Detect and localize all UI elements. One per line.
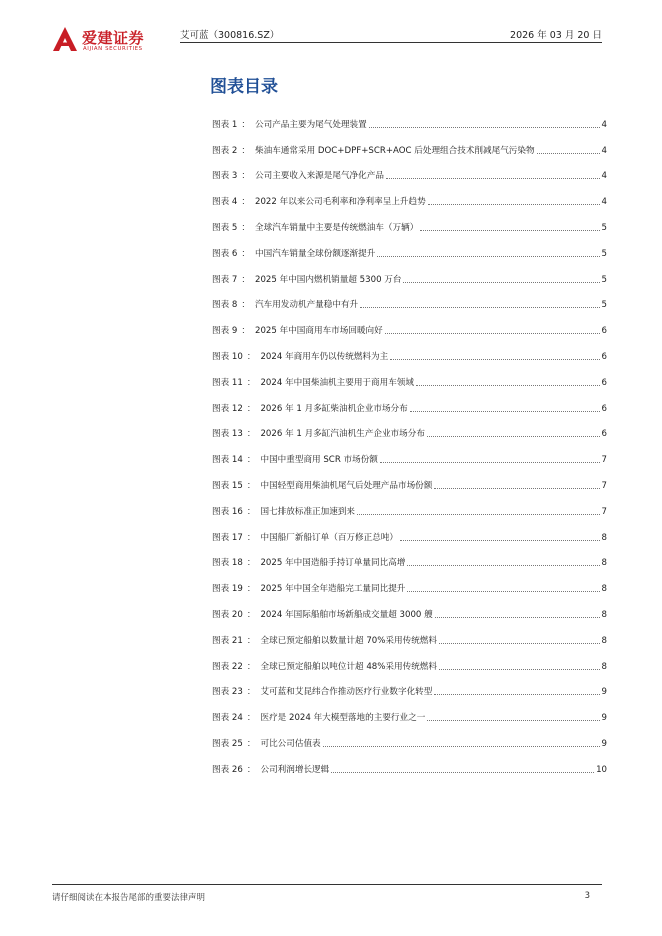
toc-entry-title: 中国轻型商用柴油机尾气后处理产品市场份额 — [260, 480, 433, 491]
brand-name-en: AIJIAN SECURITIES — [83, 46, 143, 52]
toc-entry-leader — [427, 436, 600, 437]
toc-entry[interactable] — [212, 104, 607, 130]
toc-entry[interactable] — [212, 465, 607, 491]
toc-entry-title: 艾可蓝和艾昆纬合作推动医疗行业数字化转型 — [260, 687, 433, 698]
toc-entry-label: 图表 18 — [212, 558, 243, 569]
toc-entry-page: 9 — [601, 687, 607, 698]
toc-entry-separator: ： — [246, 661, 256, 672]
toc-entry-label: 图表 4 — [212, 197, 238, 208]
toc-entry-page: 6 — [601, 403, 607, 414]
toc-entry-title: 2024 年中国柴油机主要用于商用车领域 — [260, 377, 414, 388]
toc-entry-label: 图表 2 — [212, 145, 238, 156]
toc-entry-page: 5 — [601, 248, 607, 259]
toc-entry[interactable] — [212, 388, 607, 414]
toc-entry-separator: ： — [241, 119, 250, 130]
toc-entry-title: 全球已预定船舶以吨位计超 48%采用传统燃料 — [260, 661, 437, 672]
toc-entry-label: 图表 10 — [212, 351, 243, 362]
toc-entry-title: 2025 年中国造船手持订单量同比高增 — [260, 558, 406, 569]
toc-entry-title: 2025 年中国内燃机销量超 5300 万台 — [255, 274, 402, 285]
toc-entry-separator: ： — [246, 558, 256, 569]
toc-entry-leader — [427, 720, 599, 721]
toc-entry-leader — [407, 591, 599, 592]
toc-entry-label: 图表 15 — [212, 480, 243, 491]
toc-entry-title: 全球汽车销量中主要是传统燃油车（万辆） — [255, 222, 419, 233]
toc-entry-leader — [537, 153, 600, 154]
toc-entry-label: 图表 24 — [212, 713, 243, 724]
toc-entry[interactable] — [212, 672, 607, 698]
toc-entry-leader — [331, 772, 594, 773]
toc-entry-leader — [434, 694, 599, 695]
toc-entry[interactable] — [212, 697, 607, 723]
toc-entry-title: 2024 年国际船舶市场新船成交量超 3000 艘 — [260, 609, 433, 620]
toc-entry-leader — [360, 307, 599, 308]
toc-entry-leader — [410, 411, 600, 412]
toc-entry-title: 2026 年 1 月多缸汽油机生产企业市场分布 — [260, 429, 425, 440]
toc-entry[interactable] — [212, 568, 607, 594]
toc-entry-leader — [357, 514, 600, 515]
toc-entry[interactable] — [212, 414, 607, 440]
toc-entry-title: 全球已预定船舶以数量计超 70%采用传统燃料 — [260, 635, 437, 646]
toc-entry-leader — [434, 488, 599, 489]
toc-entry-separator: ： — [241, 300, 250, 311]
header-divider — [180, 42, 602, 43]
toc-entry-title: 柴油车通常采用 DOC+DPF+SCR+AOC 后处理组合技术削减尾气污染物 — [255, 145, 535, 156]
toc-entry-title: 医疗是 2024 年大模型落地的主要行业之一 — [260, 713, 426, 724]
header-company: 艾可蓝（300816.SZ） — [180, 30, 280, 41]
toc-entry[interactable] — [212, 285, 607, 311]
toc-entry-page: 6 — [601, 429, 607, 440]
toc-entry-label: 图表 12 — [212, 403, 243, 414]
toc-entry-separator: ： — [246, 584, 256, 595]
brand-name-cn: 爱建证券 — [82, 29, 145, 47]
toc-entry-page: 9 — [601, 738, 607, 749]
aijian-logo-icon — [52, 26, 78, 52]
toc-entry-separator: ： — [246, 377, 256, 388]
toc-entry-title: 2025 年中国全年造船完工量同比提升 — [260, 584, 406, 595]
toc-entry-separator: ： — [246, 687, 256, 698]
toc-entry-label: 图表 23 — [212, 687, 243, 698]
toc-entry[interactable] — [212, 491, 607, 517]
toc-entry-label: 图表 14 — [212, 455, 243, 466]
toc-entry-label: 图表 17 — [212, 532, 243, 543]
toc-entry-title: 中国汽车销量全球份额逐渐提升 — [255, 248, 376, 259]
toc-entry-leader — [323, 746, 600, 747]
footer-page-number: 3 — [584, 891, 590, 901]
toc-entry-leader — [420, 230, 599, 231]
toc-entry-separator: ： — [246, 738, 256, 749]
toc-entry-page: 4 — [601, 171, 607, 182]
toc-entry-title: 公司产品主要为尾气处理装置 — [255, 119, 367, 130]
header-date: 2026 年 03 月 20 日 — [510, 30, 602, 41]
toc-entry-leader — [386, 178, 600, 179]
toc-entry-label: 图表 11 — [212, 377, 243, 388]
toc-entry-page: 8 — [601, 532, 607, 543]
toc-entry-label: 图表 5 — [212, 222, 238, 233]
toc-entry-title: 中国中重型商用 SCR 市场份额 — [260, 455, 378, 466]
toc-entry[interactable] — [212, 646, 607, 672]
toc-entry-page: 8 — [601, 558, 607, 569]
toc-entry[interactable] — [212, 310, 607, 336]
toc-entry-leader — [439, 643, 600, 644]
toc-entry-separator: ： — [246, 403, 256, 414]
toc-entry-separator: ： — [246, 713, 256, 724]
toc-entry[interactable] — [212, 749, 607, 775]
toc-title: 图表目录 — [210, 77, 278, 97]
toc-entry-leader — [439, 669, 600, 670]
toc-entry-separator: ： — [241, 222, 250, 233]
toc-entry[interactable] — [212, 620, 607, 646]
toc-entry-page: 5 — [601, 274, 607, 285]
toc-entry[interactable] — [212, 259, 607, 285]
toc-entry-separator: ： — [246, 455, 256, 466]
toc-entry-page: 6 — [601, 326, 607, 337]
toc-entry-separator: ： — [246, 480, 256, 491]
toc-entry-title: 2024 年商用车仍以传统燃料为主 — [260, 351, 389, 362]
toc-entry[interactable] — [212, 362, 607, 388]
toc-entry-page: 4 — [601, 197, 607, 208]
toc-entry-label: 图表 19 — [212, 584, 243, 595]
toc-entry-separator: ： — [246, 351, 256, 362]
footer-divider — [52, 884, 602, 885]
toc-entry-page: 5 — [601, 300, 607, 311]
toc-entry-separator: ： — [241, 248, 250, 259]
toc-entry-page: 4 — [601, 145, 607, 156]
toc-entry-page: 8 — [601, 661, 607, 672]
toc-entry-leader — [377, 256, 599, 257]
toc-entry-label: 图表 8 — [212, 300, 238, 311]
toc-entry-separator: ： — [241, 197, 250, 208]
toc-entry-separator: ： — [246, 532, 256, 543]
toc-entry-page: 8 — [601, 635, 607, 646]
toc-entry-separator: ： — [241, 145, 250, 156]
toc-entry-title: 国七排放标准正加速到来 — [260, 506, 356, 517]
toc-entry-separator: ： — [246, 429, 256, 440]
toc-entry-title: 汽车用发动机产量稳中有升 — [255, 300, 359, 311]
toc-entry-page: 8 — [601, 584, 607, 595]
toc-entry-leader — [403, 282, 599, 283]
toc-entry-page: 7 — [601, 480, 607, 491]
toc-entry[interactable] — [212, 439, 607, 465]
toc-list — [212, 104, 607, 775]
toc-entry-leader — [416, 385, 600, 386]
toc-entry-separator: ： — [246, 764, 256, 775]
toc-entry-page: 6 — [601, 377, 607, 388]
toc-entry-label: 图表 7 — [212, 274, 238, 285]
toc-entry-leader — [369, 127, 600, 128]
toc-entry-label: 图表 25 — [212, 738, 243, 749]
toc-entry-page: 4 — [601, 119, 607, 130]
toc-entry[interactable] — [212, 517, 607, 543]
toc-entry-page: 10 — [596, 764, 607, 775]
brand-logo — [52, 24, 162, 58]
toc-entry-label: 图表 21 — [212, 635, 243, 646]
toc-entry-leader — [385, 333, 600, 334]
footer-disclaimer: 请仔细阅读在本报告尾部的重要法律声明 — [52, 893, 206, 903]
toc-entry-label: 图表 20 — [212, 609, 243, 620]
toc-entry-label: 图表 1 — [212, 119, 238, 130]
toc-entry-title: 2025 年中国商用车市场回暖向好 — [255, 326, 383, 337]
toc-entry[interactable] — [212, 594, 607, 620]
toc-entry-leader — [428, 204, 600, 205]
toc-entry-leader — [380, 462, 600, 463]
toc-entry[interactable] — [212, 336, 607, 362]
toc-entry[interactable] — [212, 181, 607, 207]
toc-entry-separator: ： — [246, 635, 256, 646]
toc-entry-separator: ： — [241, 274, 250, 285]
toc-entry-separator: ： — [241, 171, 250, 182]
toc-entry-leader — [407, 565, 599, 566]
toc-entry-label: 图表 26 — [212, 764, 243, 775]
toc-entry-leader — [435, 617, 600, 618]
toc-entry[interactable] — [212, 723, 607, 749]
toc-entry-page: 5 — [601, 222, 607, 233]
toc-entry-separator: ： — [241, 326, 250, 337]
toc-entry-separator: ： — [246, 506, 256, 517]
toc-entry[interactable] — [212, 207, 607, 233]
toc-entry[interactable] — [212, 130, 607, 156]
toc-entry-page: 9 — [601, 713, 607, 724]
toc-entry-label: 图表 9 — [212, 326, 238, 337]
toc-entry-label: 图表 22 — [212, 661, 243, 672]
toc-entry-separator: ： — [246, 609, 256, 620]
toc-entry-page: 8 — [601, 609, 607, 620]
toc-entry-title: 2022 年以来公司毛利率和净利率呈上升趋势 — [255, 197, 426, 208]
toc-entry[interactable] — [212, 233, 607, 259]
toc-entry-title: 可比公司估值表 — [260, 738, 321, 749]
toc-entry[interactable] — [212, 156, 607, 182]
toc-entry-page: 6 — [601, 351, 607, 362]
toc-entry-title: 2026 年 1 月多缸柴油机企业市场分布 — [260, 403, 408, 414]
toc-entry-title: 公司主要收入来源是尾气净化产品 — [255, 171, 384, 182]
toc-entry[interactable] — [212, 543, 607, 569]
toc-entry-leader — [390, 359, 599, 360]
toc-entry-title: 中国船厂新船订单（百万修正总吨） — [260, 532, 398, 543]
toc-entry-title: 公司利润增长逻辑 — [260, 764, 330, 775]
toc-entry-leader — [400, 540, 600, 541]
toc-entry-page: 7 — [601, 506, 607, 517]
toc-entry-label: 图表 13 — [212, 429, 243, 440]
toc-entry-label: 图表 16 — [212, 506, 243, 517]
toc-entry-label: 图表 6 — [212, 248, 238, 259]
toc-entry-page: 7 — [601, 455, 607, 466]
toc-entry-label: 图表 3 — [212, 171, 238, 182]
